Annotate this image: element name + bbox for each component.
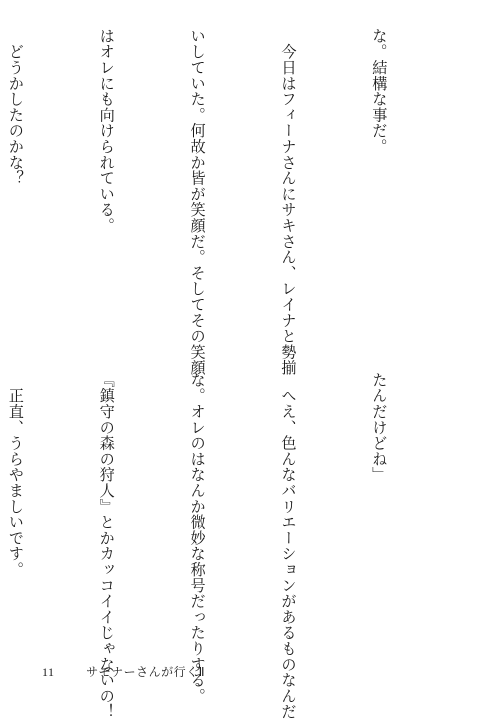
- text-line: どうかしたのかな？: [6, 28, 25, 186]
- page-footer: [42, 663, 205, 680]
- text-line: 正直、うらやましいです。: [6, 372, 25, 578]
- text-line: へえ、色んなバリエーションがあるものなんだ: [279, 372, 298, 720]
- running-title: サモナーさんが行くⅡ: [86, 665, 205, 679]
- lower-text-block: [0, 372, 455, 720]
- text-line: な。結構な事だ。: [370, 28, 389, 155]
- text-line: な。オレのはなんか微妙な称号だったりする。: [188, 372, 207, 704]
- text-line: はオレにも向けられている。: [97, 28, 116, 234]
- page-number: 11: [42, 665, 55, 679]
- text-line: 『鎮守の森の狩人』とかカッコイイじゃないの！: [97, 372, 116, 720]
- upper-text-block: [0, 28, 455, 376]
- text-line: いしていた。何故か皆が笑顔だ。そしてその笑顔: [188, 28, 207, 376]
- text-line: たんだけどね」: [370, 372, 389, 483]
- text-line: 今日はフィーナさんにサキさん、レイナと勢揃: [279, 28, 298, 376]
